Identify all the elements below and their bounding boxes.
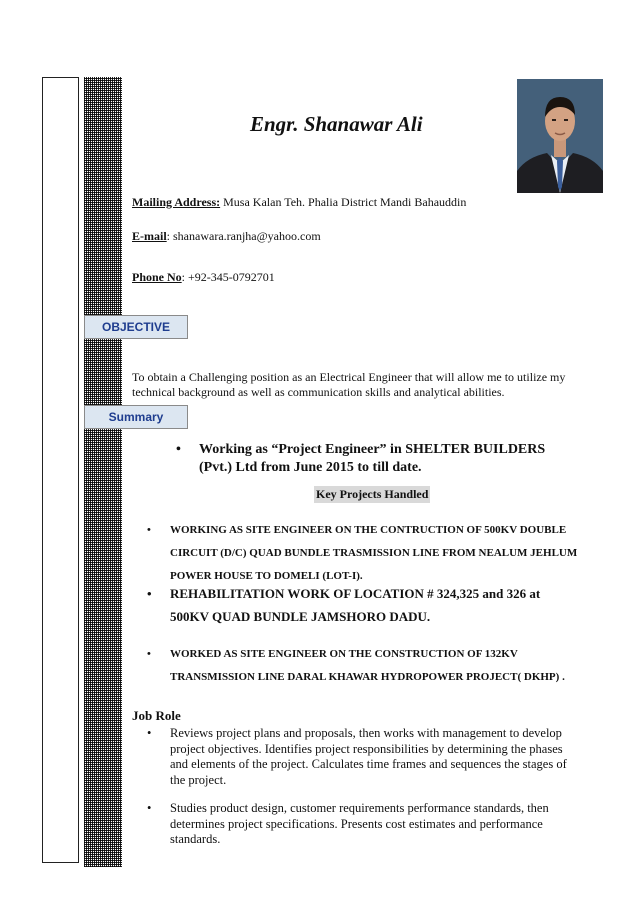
candidate-name: Engr. Shanawar Ali bbox=[250, 112, 423, 136]
email: E-mail: shanawara.ranjha@yahoo.com bbox=[132, 229, 321, 243]
job-role-text: Reviews project plans and proposals, then works with management to develop project objectives. Identifies project responsibilities by determining the phases and elements of the project. Calculates time frames and sequences the stages of the project. bbox=[170, 726, 567, 787]
key-projects-heading: Key Projects Handled bbox=[316, 487, 429, 501]
bullet-icon: • bbox=[147, 726, 152, 740]
project-item bbox=[147, 582, 567, 628]
phone-label: Phone No bbox=[132, 270, 182, 284]
left-border-box bbox=[42, 77, 79, 863]
project-text: WORKED AS SITE ENGINEER ON THE CONSTRUCTION OF 132KV TRANSMISSION LINE DARAL KHAWAR HYDROPOWER PROJECT( DKHP) . bbox=[170, 648, 565, 683]
bullet-icon: • bbox=[147, 586, 152, 601]
decorative-pattern-strip bbox=[84, 77, 122, 867]
phone-value: +92-345-0792701 bbox=[188, 270, 275, 284]
mailing-address-label: Mailing Address: bbox=[132, 195, 221, 209]
job-role-item bbox=[147, 801, 577, 848]
email-value: shanawara.ranjha@yahoo.com bbox=[173, 229, 321, 243]
email-label: E-mail bbox=[132, 229, 167, 243]
project-item bbox=[147, 519, 587, 588]
job-role-item bbox=[147, 726, 577, 788]
mailing-address-value: Musa Kalan Teh. Phalia District Mandi Bahauddin bbox=[223, 195, 467, 209]
bullet-icon: • bbox=[176, 442, 181, 457]
phone: Phone No: +92-345-0792701 bbox=[132, 270, 275, 284]
bullet-icon: • bbox=[147, 648, 151, 660]
profile-photo bbox=[517, 79, 603, 193]
current-job-item bbox=[176, 441, 571, 477]
current-job-text: Working as “Project Engineer” in SHELTER BUILDERS (Pvt.) Ltd from June 2015 to till date. bbox=[199, 442, 546, 475]
profile-photo-illustration bbox=[517, 79, 603, 193]
objective-section-label: OBJECTIVE bbox=[84, 315, 188, 339]
mailing-address bbox=[132, 195, 466, 210]
bullet-icon: • bbox=[147, 801, 152, 815]
project-text: REHABILITATION WORK OF LOCATION # 324,325 and 326 at 500KV QUAD BUNDLE JAMSHORO DADU. bbox=[170, 586, 541, 624]
project-text: WORKING AS SITE ENGINEER ON THE CONTRUCTION OF 500KV DOUBLE CIRCUIT (D/C) QUAD BUNDLE TRASMISSION LINE FROM NEALUM JEHLUM POWER HOUSE TO DOMELI (LOT-I). bbox=[170, 524, 578, 582]
summary-section-label: Summary bbox=[84, 405, 188, 429]
job-role-heading: Job Role bbox=[132, 708, 181, 723]
job-role-text: Studies product design, customer requirements performance standards, then determines project specifications. Presents cost estimates and performance standards. bbox=[170, 801, 549, 846]
bullet-icon: • bbox=[147, 524, 151, 536]
project-item bbox=[147, 643, 567, 689]
objective-text: To obtain a Challenging position as an Electrical Engineer that will allow me to utilize my technical background as well as communication skills and analytical abilities. bbox=[132, 370, 566, 399]
